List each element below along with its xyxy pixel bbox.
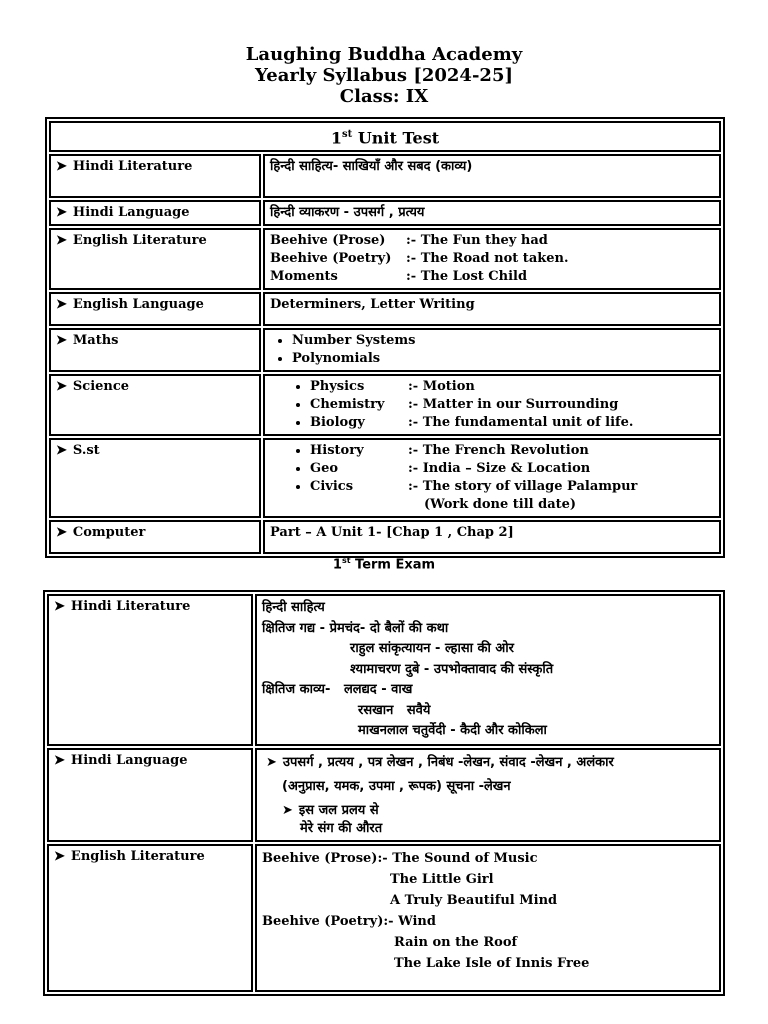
- unit-test-table: [45, 117, 725, 558]
- arrow-bullet-icon: ➤: [56, 379, 67, 395]
- table-row: [49, 520, 721, 554]
- arrow-bullet-icon: ➤: [56, 205, 67, 221]
- table-row: [49, 228, 721, 290]
- arrow-bullet-icon: ➤: [56, 333, 67, 349]
- subject-cell: ➤ Maths: [49, 328, 261, 372]
- list-item: Beehive (Poetry):- Wind: [262, 913, 436, 929]
- note: (Work done till date): [424, 497, 577, 513]
- list-item: Beehive (Prose) :- The Fun they had: [270, 233, 548, 249]
- list-item: • Geo :- India – Size & Location: [310, 460, 714, 478]
- list-item: रसखान सवैये: [358, 702, 431, 718]
- content-cell: [263, 228, 721, 290]
- content-cell: [263, 328, 721, 372]
- arrow-bullet-icon: ➤: [266, 754, 277, 770]
- list-item: • Physics :- Motion: [310, 378, 714, 396]
- term-exam-heading: 1st Term Exam: [332, 556, 436, 573]
- unit-test-title-row: [49, 121, 721, 152]
- arrow-bullet-icon: ➤: [56, 525, 67, 541]
- subject-cell: ➤ English Literature: [49, 228, 261, 290]
- list-item: हिन्दी साहित्य: [262, 600, 325, 615]
- list-item: • History :- The French Revolution: [310, 442, 714, 460]
- table-row: [49, 200, 721, 226]
- content-cell: [263, 438, 721, 518]
- arrow-bullet-icon: ➤: [56, 297, 67, 313]
- list-item: The Little Girl: [390, 871, 494, 887]
- subject-cell: ➤ Science: [49, 374, 261, 436]
- list-item: • Chemistry :- Matter in our Surrounding: [310, 396, 714, 414]
- list-item: क्षितिज गद्य - प्रेमचंद- दो बैलों की कथा: [262, 620, 449, 636]
- content-cell: [255, 748, 721, 842]
- subject-cell: ➤ S.st: [49, 438, 261, 518]
- list-item: A Truly Beautiful Mind: [390, 892, 558, 908]
- list-item: क्षितिज काव्य- ललद्यद - वाख: [262, 682, 413, 697]
- arrow-bullet-icon: ➤: [56, 233, 67, 249]
- list-item: Beehive (Poetry) :- The Road not taken.: [270, 251, 569, 267]
- list-item: राहुल सांकृत्यायन - ल्हासा की ओर: [350, 641, 514, 656]
- subject-cell: ➤ Hindi Literature: [47, 594, 253, 746]
- list-item: Rain on the Roof: [394, 934, 518, 950]
- unit-test-title: 1st Unit Test: [49, 121, 721, 152]
- arrow-bullet-icon: ➤: [282, 802, 293, 818]
- subject-cell: ➤ Hindi Literature: [49, 154, 261, 198]
- content-cell: Part – A Unit 1- [Chap 1 , Chap 2]: [263, 520, 721, 554]
- arrow-bullet-icon: ➤: [54, 599, 65, 614]
- arrow-bullet-icon: ➤: [54, 848, 65, 864]
- content-cell: [255, 844, 721, 992]
- table-row: [49, 374, 721, 436]
- list-item: Moments :- The Lost Child: [270, 269, 528, 285]
- subject-cell: ➤ Computer: [49, 520, 261, 554]
- table-row: [49, 292, 721, 326]
- table-row: [49, 154, 721, 198]
- list-item: • Number Systems: [292, 332, 714, 350]
- list-item: The Lake Isle of Innis Free: [394, 955, 590, 971]
- table-row: [47, 844, 721, 992]
- arrow-bullet-icon: ➤: [56, 159, 67, 175]
- document-header: [0, 44, 768, 107]
- list-item: ➤ उपसर्ग , प्रत्यय , पत्र लेखन , निबंध -लेखन, संवाद -लेखन , अलंकार: [266, 754, 614, 770]
- syllabus-title: Yearly Syllabus [2024-25]: [255, 65, 513, 86]
- table-row: [49, 328, 721, 372]
- list-item: • Biology :- The fundamental unit of life.: [310, 414, 714, 432]
- list-item: Beehive (Prose):- The Sound of Music: [262, 850, 538, 866]
- content-cell: Determiners, Letter Writing: [263, 292, 721, 326]
- arrow-bullet-icon: ➤: [56, 443, 67, 459]
- content-cell: हिन्दी साहित्य- साखियाँ और सबद (काव्य): [263, 154, 721, 198]
- list-item: • Civics :- The story of village Palampur: [310, 478, 714, 496]
- list-item: मेरे संग की औरत: [300, 820, 383, 836]
- list-item: • Polynomials: [292, 350, 714, 368]
- subject-cell: ➤ English Literature: [47, 844, 253, 992]
- content-cell: [255, 594, 721, 746]
- subject-cell: ➤ Hindi Language: [49, 200, 261, 226]
- term-exam-table: [43, 590, 725, 996]
- table-row: [49, 438, 721, 518]
- table-row: [47, 594, 721, 746]
- list-item: (अनुप्रास, यमक, उपमा , रूपक) सूचना -लेखन: [282, 778, 511, 794]
- subject-cell: ➤ English Language: [49, 292, 261, 326]
- list-item: ➤ इस जल प्रलय से: [282, 802, 379, 818]
- arrow-bullet-icon: ➤: [54, 752, 65, 768]
- content-cell: [263, 374, 721, 436]
- content-cell: हिन्दी व्याकरण - उपसर्ग , प्रत्यय: [263, 200, 721, 226]
- table-row: [47, 748, 721, 842]
- class-label: Class: IX: [339, 86, 429, 107]
- list-item: श्यामाचरण दुबे - उपभोक्तावाद की संस्कृति: [350, 661, 554, 677]
- subject-cell: ➤ Hindi Language: [47, 748, 253, 842]
- school-name: Laughing Buddha Academy: [245, 44, 523, 65]
- list-item: माखनलाल चतुर्वेदी - कैदी और कोकिला: [358, 723, 547, 738]
